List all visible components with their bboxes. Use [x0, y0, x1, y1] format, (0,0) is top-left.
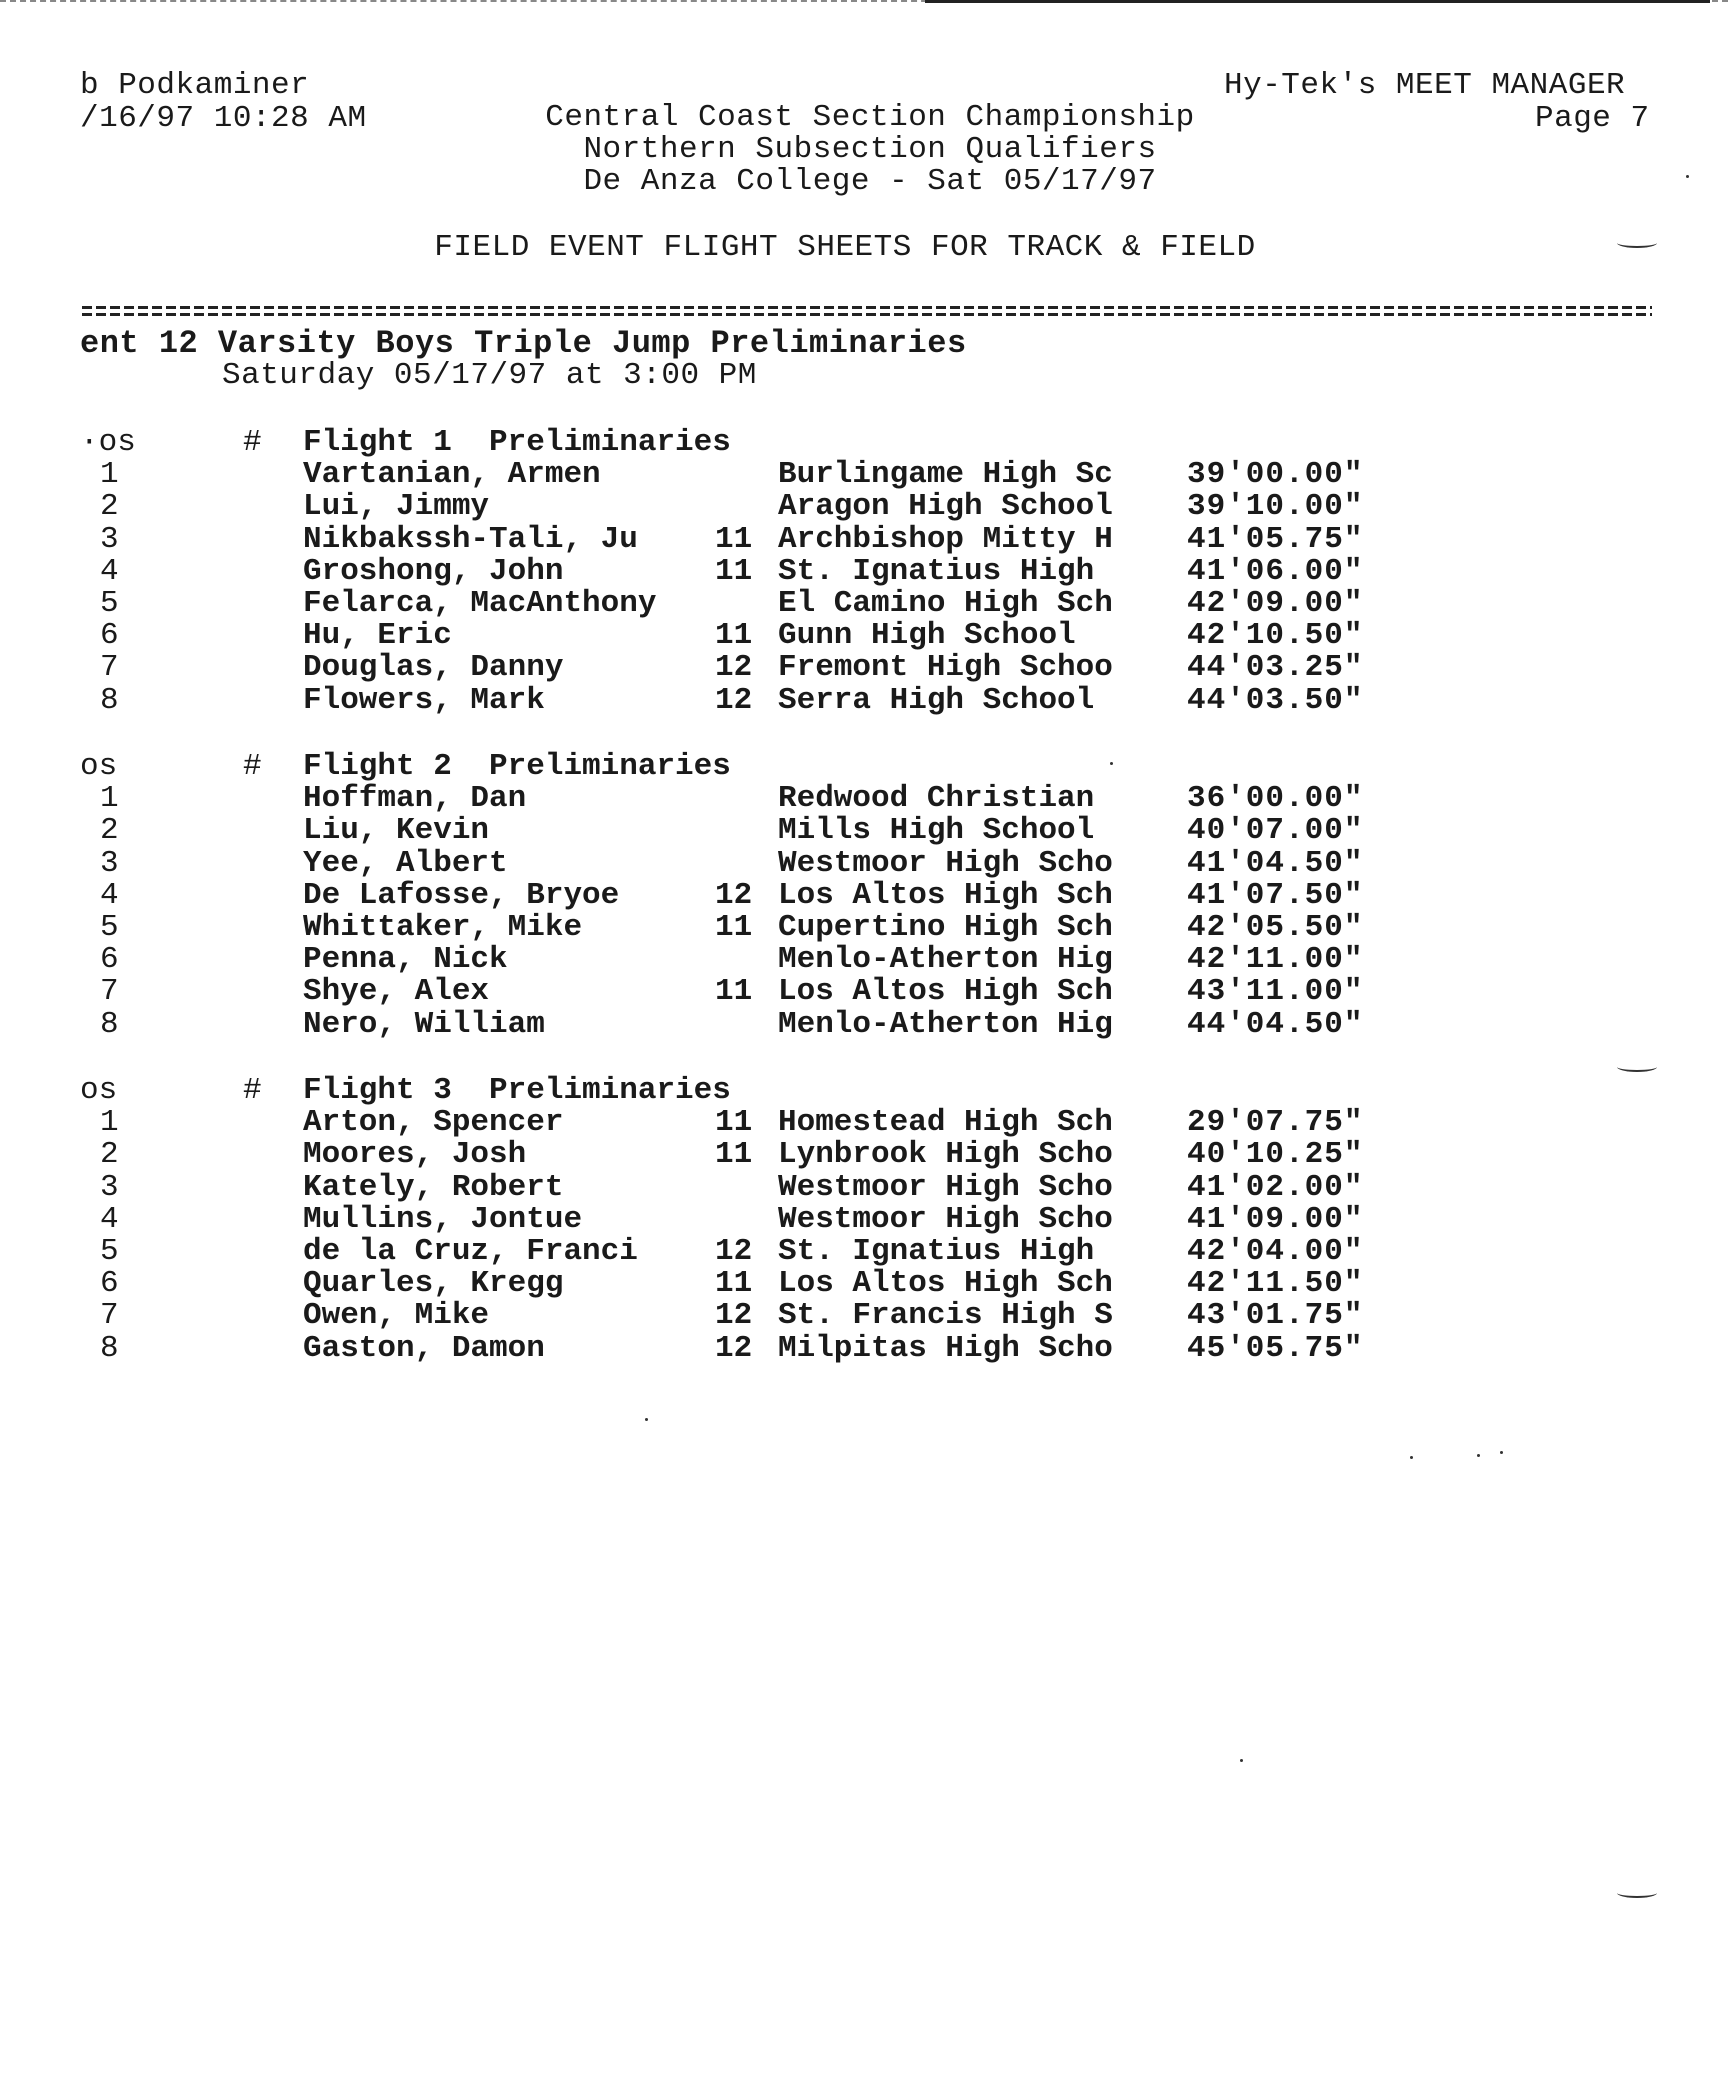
- table-row: [0, 618, 1728, 654]
- seed-mark-cell: 41'04.50": [1187, 845, 1364, 881]
- seed-mark-cell: 42'11.00": [1187, 942, 1364, 978]
- header-page-number: Page 7: [1535, 101, 1650, 136]
- table-row: [0, 1266, 1728, 1302]
- top-scan-line: [925, 0, 1710, 3]
- header-print-time: /16/97 10:28 AM: [80, 101, 367, 136]
- grade-cell: 11: [715, 553, 753, 589]
- table-row: [0, 1137, 1728, 1173]
- athlete-name-cell: Hu, Eric: [303, 618, 452, 654]
- athlete-name-cell: De Lafosse, Bryoe: [303, 877, 620, 913]
- athlete-name-cell: Yee, Albert: [303, 845, 508, 881]
- athlete-name-cell: Arton, Spencer: [303, 1105, 564, 1141]
- number-column-header: #: [243, 1073, 262, 1108]
- seed-mark-cell: 41'09.00": [1187, 1201, 1364, 1237]
- seed-mark-cell: 39'10.00": [1187, 489, 1364, 525]
- athlete-name-cell: Kately, Robert: [303, 1169, 564, 1205]
- table-row: [0, 553, 1728, 589]
- position-cell: 1: [100, 457, 119, 493]
- school-cell: Milpitas High Scho: [778, 1330, 1113, 1366]
- header-software: Hy-Tek's MEET MANAGER: [1224, 68, 1626, 103]
- position-cell: 3: [100, 521, 119, 557]
- school-cell: Los Altos High Sch: [778, 1266, 1113, 1302]
- athlete-name-cell: Nero, William: [303, 1006, 545, 1042]
- grade-cell: 12: [715, 1298, 753, 1334]
- table-row: [0, 1201, 1728, 1237]
- athlete-name-cell: Whittaker, Mike: [303, 910, 583, 945]
- seed-mark-cell: 42'05.50": [1187, 910, 1364, 945]
- scan-dot: [1500, 1451, 1503, 1454]
- school-cell: Menlo-Atherton Hig: [778, 1006, 1113, 1042]
- seed-mark-cell: 42'10.50": [1187, 618, 1364, 654]
- athlete-name-cell: Mullins, Jontue: [303, 1201, 583, 1237]
- seed-mark-cell: 42'04.00": [1187, 1234, 1364, 1269]
- seed-mark-cell: 36'00.00": [1187, 781, 1364, 817]
- scan-mark: [1617, 1888, 1657, 1898]
- flight-header: [0, 749, 1728, 784]
- flight-header: [0, 425, 1728, 460]
- school-cell: Archbishop Mitty H: [778, 521, 1113, 557]
- position-cell: 8: [100, 1330, 119, 1366]
- event-time: Saturday 05/17/97 at 3:00 PM: [222, 358, 757, 393]
- table-row: [0, 845, 1728, 881]
- position-cell: 5: [100, 1234, 119, 1269]
- school-cell: Westmoor High Scho: [778, 1169, 1113, 1205]
- seed-mark-cell: 41'02.00": [1187, 1169, 1364, 1205]
- athlete-name-cell: Hoffman, Dan: [303, 781, 527, 817]
- scan-dot: [1240, 1759, 1243, 1762]
- position-cell: 1: [100, 781, 119, 817]
- scan-dot: [1410, 1456, 1413, 1459]
- school-cell: Los Altos High Sch: [778, 974, 1113, 1010]
- athlete-name-cell: Lui, Jimmy: [303, 489, 490, 525]
- position-cell: 3: [100, 845, 119, 881]
- pos-column-header: os: [80, 1073, 118, 1108]
- table-row: [0, 942, 1728, 978]
- school-cell: St. Francis High S: [778, 1298, 1113, 1334]
- table-row: [0, 457, 1728, 493]
- school-cell: Cupertino High Sch: [778, 910, 1113, 945]
- school-cell: Redwood Christian: [778, 781, 1095, 817]
- grade-cell: 11: [715, 1105, 753, 1141]
- position-cell: 8: [100, 1006, 119, 1042]
- seed-mark-cell: 41'06.00": [1187, 553, 1364, 589]
- grade-cell: 12: [715, 650, 753, 686]
- meet-title: Central Coast Section Championship: [545, 100, 1195, 135]
- athlete-name-cell: Shye, Alex: [303, 974, 490, 1010]
- pos-column-header: os: [80, 749, 118, 784]
- table-row: [0, 781, 1728, 817]
- school-cell: Fremont High Schoo: [778, 650, 1113, 686]
- grade-cell: 11: [715, 1137, 753, 1173]
- table-row: [0, 813, 1728, 849]
- grade-cell: 12: [715, 877, 753, 913]
- position-cell: 2: [100, 813, 119, 849]
- school-cell: Westmoor High Scho: [778, 845, 1113, 881]
- athlete-name-cell: de la Cruz, Franci: [303, 1234, 638, 1269]
- grade-cell: 12: [715, 682, 753, 718]
- school-cell: Homestead High Sch: [778, 1105, 1113, 1141]
- seed-mark-cell: 43'11.00": [1187, 974, 1364, 1010]
- scan-dot: [1686, 175, 1689, 178]
- school-cell: Los Altos High Sch: [778, 877, 1113, 913]
- table-row: [0, 650, 1728, 686]
- school-cell: Burlingame High Sc: [778, 457, 1113, 493]
- table-row: [0, 877, 1728, 913]
- table-row: [0, 489, 1728, 525]
- sheet-title: FIELD EVENT FLIGHT SHEETS FOR TRACK & FIELD: [434, 230, 1256, 265]
- athlete-name-cell: Moores, Josh: [303, 1137, 527, 1173]
- seed-mark-cell: 29'07.75": [1187, 1105, 1364, 1141]
- school-cell: Gunn High School: [778, 618, 1076, 654]
- seed-mark-cell: 40'07.00": [1187, 813, 1364, 849]
- number-column-header: #: [243, 749, 262, 784]
- seed-mark-cell: 40'10.25": [1187, 1137, 1364, 1173]
- position-cell: 1: [100, 1105, 119, 1141]
- separator-rule: [82, 302, 1652, 320]
- athlete-name-cell: Gaston, Damon: [303, 1330, 545, 1366]
- grade-cell: 11: [715, 521, 753, 557]
- meet-subtitle: Northern Subsection Qualifiers: [583, 132, 1157, 167]
- number-column-header: #: [243, 425, 262, 460]
- scan-mark: [1617, 1062, 1657, 1072]
- athlete-name-cell: Liu, Kevin: [303, 813, 490, 849]
- athlete-name-cell: Vartanian, Armen: [303, 457, 601, 493]
- seed-mark-cell: 39'00.00": [1187, 457, 1364, 493]
- grade-cell: 11: [715, 974, 753, 1010]
- school-cell: Menlo-Atherton Hig: [778, 942, 1113, 978]
- flight-header: [0, 1073, 1728, 1108]
- flight-label: Flight 2 Preliminaries: [303, 749, 731, 784]
- school-cell: Serra High School: [778, 682, 1095, 718]
- table-row: [0, 1169, 1728, 1205]
- position-cell: 3: [100, 1169, 119, 1205]
- school-cell: Aragon High School: [778, 489, 1113, 525]
- grade-cell: 11: [715, 1266, 753, 1302]
- table-row: [0, 1330, 1728, 1366]
- flight-label: Flight 3 Preliminaries: [303, 1073, 731, 1108]
- position-cell: 8: [100, 682, 119, 718]
- school-cell: Mills High School: [778, 813, 1095, 849]
- table-row: [0, 1234, 1728, 1269]
- seed-mark-cell: 45'05.75": [1187, 1330, 1364, 1366]
- school-cell: Lynbrook High Scho: [778, 1137, 1113, 1173]
- seed-mark-cell: 41'07.50": [1187, 877, 1364, 913]
- position-cell: 5: [100, 586, 119, 621]
- seed-mark-cell: 41'05.75": [1187, 521, 1364, 557]
- seed-mark-cell: 44'04.50": [1187, 1006, 1364, 1042]
- scan-dot: [645, 1418, 648, 1421]
- position-cell: 7: [100, 974, 119, 1010]
- table-row: [0, 1006, 1728, 1042]
- flight-label: Flight 1 Preliminaries: [303, 425, 731, 460]
- event-title: ent 12 Varsity Boys Triple Jump Preliminaries: [80, 325, 967, 362]
- seed-mark-cell: 42'09.00": [1187, 586, 1364, 621]
- athlete-name-cell: Quarles, Kregg: [303, 1266, 564, 1302]
- position-cell: 5: [100, 910, 119, 945]
- table-row: [0, 910, 1728, 945]
- header-user: b Podkaminer: [80, 68, 310, 103]
- school-cell: St. Ignatius High: [778, 553, 1095, 589]
- position-cell: 6: [100, 1266, 119, 1302]
- meet-venue: De Anza College - Sat 05/17/97: [583, 164, 1157, 199]
- position-cell: 4: [100, 553, 119, 589]
- table-row: [0, 682, 1728, 718]
- scan-mark: [1617, 238, 1657, 248]
- athlete-name-cell: Owen, Mike: [303, 1298, 490, 1334]
- school-cell: St. Ignatius High: [778, 1234, 1095, 1269]
- grade-cell: 11: [715, 910, 753, 945]
- seed-mark-cell: 43'01.75": [1187, 1298, 1364, 1334]
- position-cell: 6: [100, 618, 119, 654]
- grade-cell: 12: [715, 1234, 753, 1269]
- athlete-name-cell: Groshong, John: [303, 553, 564, 589]
- athlete-name-cell: Douglas, Danny: [303, 650, 564, 686]
- school-cell: Westmoor High Scho: [778, 1201, 1113, 1237]
- position-cell: 6: [100, 942, 119, 978]
- athlete-name-cell: Penna, Nick: [303, 942, 508, 978]
- seed-mark-cell: 42'11.50": [1187, 1266, 1364, 1302]
- scan-dot: [1477, 1454, 1480, 1457]
- athlete-name-cell: Nikbakssh-Tali, Ju: [303, 521, 638, 557]
- table-row: [0, 1105, 1728, 1141]
- table-row: [0, 1298, 1728, 1334]
- seed-mark-cell: 44'03.25": [1187, 650, 1364, 686]
- table-row: [0, 586, 1728, 621]
- school-cell: El Camino High Sch: [778, 586, 1113, 621]
- position-cell: 2: [100, 1137, 119, 1173]
- position-cell: 7: [100, 650, 119, 686]
- athlete-name-cell: Felarca, MacAnthony: [303, 586, 657, 621]
- grade-cell: 12: [715, 1330, 753, 1366]
- table-row: [0, 521, 1728, 557]
- athlete-name-cell: Flowers, Mark: [303, 682, 545, 718]
- pos-column-header: ·os: [80, 425, 136, 460]
- position-cell: 7: [100, 1298, 119, 1334]
- position-cell: 4: [100, 877, 119, 913]
- position-cell: 2: [100, 489, 119, 525]
- seed-mark-cell: 44'03.50": [1187, 682, 1364, 718]
- grade-cell: 11: [715, 618, 753, 654]
- position-cell: 4: [100, 1201, 119, 1237]
- scan-dot: [1110, 762, 1113, 765]
- table-row: [0, 974, 1728, 1010]
